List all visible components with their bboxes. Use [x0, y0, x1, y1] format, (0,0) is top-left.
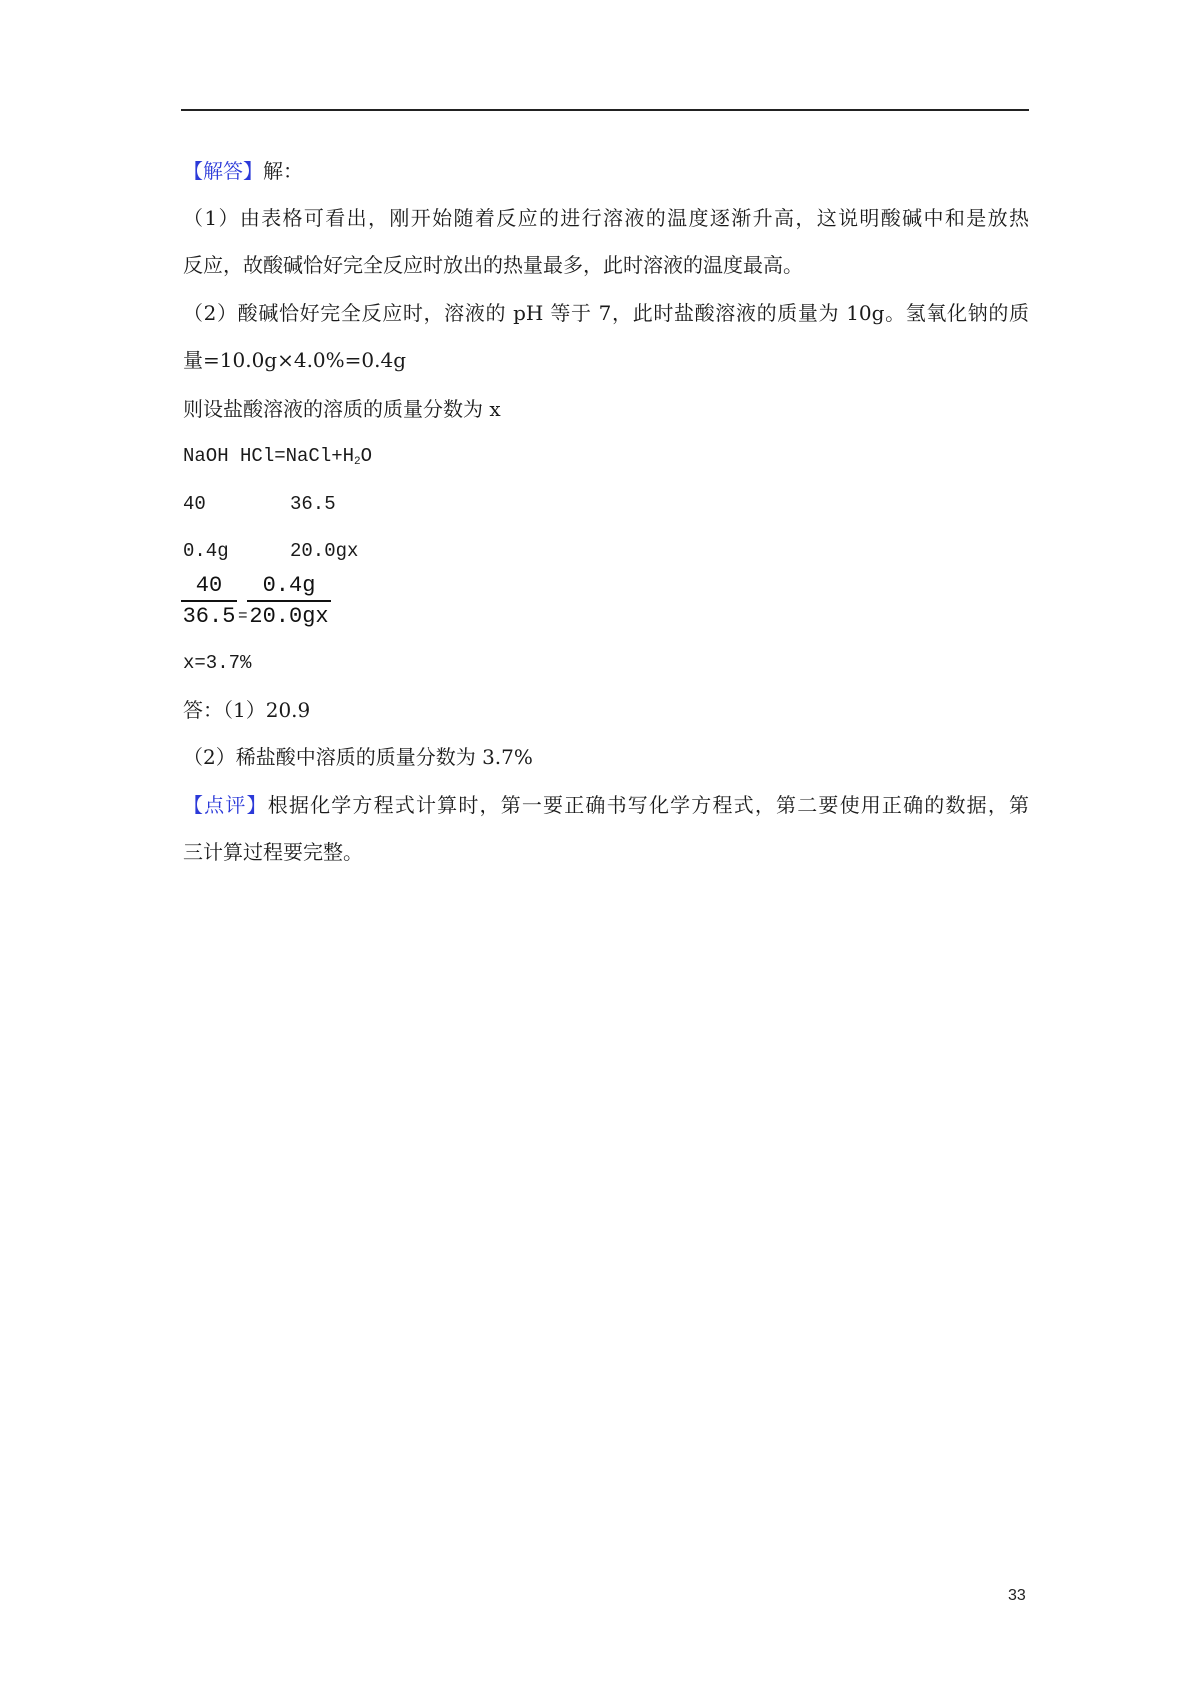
- chemical-equation: [183, 443, 372, 475]
- equation-subscript: 2: [354, 456, 361, 468]
- equation-main: NaOH HCl=NaCl+H: [183, 445, 355, 467]
- answer-tag: 【解答】: [183, 159, 263, 183]
- left-denominator: 36.5: [182, 604, 236, 629]
- answer-p2-line1: （2）酸碱恰好完全反应时，溶液的 pH 等于 7，此时盐酸溶液的质量为 10g。氢氧化钠的质: [183, 301, 1029, 325]
- right-denominator: 20.0gx: [249, 604, 329, 629]
- equation-tail: O: [360, 445, 373, 467]
- left-numerator: 40: [195, 573, 223, 598]
- molar-row: [183, 491, 583, 517]
- answer-p2-line2: 量=10.0g×4.0%=0.4g: [183, 348, 407, 372]
- answer-heading: [183, 158, 303, 184]
- comment-line2: 三计算过程要完整。: [183, 840, 363, 864]
- comment-line1: [183, 792, 1029, 818]
- right-fraction: [247, 572, 331, 630]
- molar-right: 36.5: [290, 493, 336, 515]
- answer-p1-line1: （1）由表格可看出，刚开始随着反应的进行溶液的温度逐渐升高，这说明酸碱中和是放热: [183, 206, 1029, 230]
- comment-text-1: 根据化学方程式计算时，第一要正确书写化学方程式，第二要使用正确的数据，第: [267, 793, 1030, 817]
- answer-lead: 解：: [263, 159, 303, 183]
- molar-left: 40: [183, 493, 206, 515]
- comment-tag: 【点评】: [183, 793, 268, 817]
- final-answer-1: 答：（1）20.9: [183, 698, 311, 722]
- final-answer-2: （2）稀盐酸中溶质的质量分数为 3.7%: [183, 745, 533, 769]
- mass-right: 20.0gx: [290, 540, 359, 562]
- answer-p1-line2: 反应，故酸碱恰好完全反应时放出的热量最多，此时溶液的温度最高。: [183, 253, 803, 277]
- answer-result: x=3.7%: [183, 652, 252, 674]
- right-numerator: 0.4g: [262, 573, 316, 598]
- mass-left: 0.4g: [183, 540, 229, 562]
- left-fraction: [181, 572, 237, 630]
- answer-setup: 则设盐酸溶液的溶质的质量分数为 x: [183, 397, 501, 421]
- mass-row: [183, 538, 583, 564]
- fraction-equals: =: [238, 607, 248, 625]
- page-number: 33: [1008, 1587, 1026, 1604]
- ratio-fraction: [181, 572, 331, 632]
- header-rule: [181, 109, 1029, 111]
